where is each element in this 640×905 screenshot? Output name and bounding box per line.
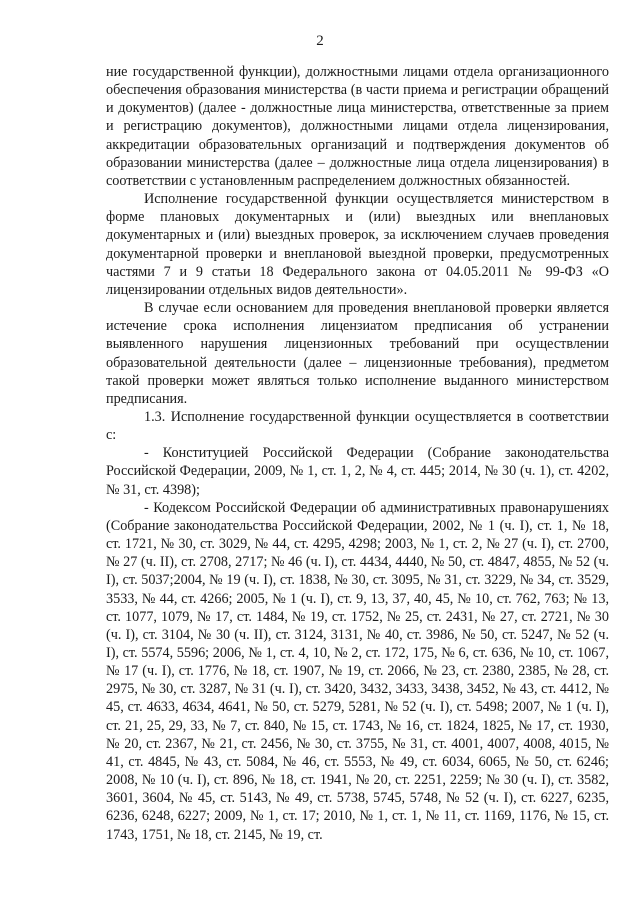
page-number: 2 bbox=[316, 33, 324, 49]
section-1-3-heading: 1.3. Исполнение государственной функции осуществляется в соответствии с: bbox=[106, 408, 609, 444]
list-item-constitution: - Конституцией Российской Федерации (Собрание законодательства Российской Федерации, 2009, № 1, ст. 1, 2, № 4, ст. 445; 2014, № 30 (ч. 1), ст. 4202, № 31, ст. 4398); bbox=[106, 445, 609, 498]
paragraph-inspection-form: Исполнение государственной функции осуществляется министерством в форме плановых документарных и (или) выездных или внеплановых документарных и (или) выездных проверок, за исключением случаев проведения документарной проверки и внеплановой выездной проверки, предусмотренных частями 7 и 9 статьи 18 Федерального закона от 04.05.2011 № 99-ФЗ «О лицензировании отдельных видов деятельности». bbox=[106, 191, 609, 298]
list-item-administrative-code: - Кодексом Российской Федерации об административных правонарушениях (Собрание законодательства Российской Федерации, 2002, № 1 (ч. I), ст. 1, № 18, ст. 1721, № 30, ст. 3029, № 44, ст. 4295, 4298; 2003, № 1, ст. 2, № 27 (ч. I), ст. 2700, № 27 (ч. II), ст. 2708, 2717; № 46 (ч. I), ст. 4434, 4440, № 50, ст. 4847, 4855, № 52 (ч. I), ст. 5037;2004, № 19 (ч. I), ст. 1838, № 30, ст. 3095, № 31, ст. 3229, № 34, ст. 3529, 3533, № 44, ст. 4266; 2005, № 1 (ч. I), ст. 9, 13, 37, 40, 45, № 10, ст. 762, 763; № 13, ст. 1077, 1079, № 17, ст. 1484, № 19, ст. 1752, № 25, ст. 2431, № 27, ст. 2721, № 30 (ч. I), ст. 3104, № 30 (ч. II), ст. 3124, 3131, № 40, ст. 3986, № 50, ст. 5247, № 52 (ч. I), ст. 5574, 5596; 2006, № 1, ст. 4, 10, № 2, ст. 172, 175, № 6, ст. 636, № 10, ст. 1067, № 17 (ч. I), ст. 1776, № 18, ст. 1907, № 19, ст. 2066, № 23, ст. 2380, 2385, № 28, ст. 2975, № 30, ст. 3287, № 31 (ч. I), ст. 3420, 3432, 3433, 3438, 3452, № 43, ст. 4412, № 45, ст. 4633, 4634, 4641, № 50, ст. 5279, 5281, № 52 (ч. I), ст. 5498; 2007, № 1 (ч. I), ст. 21, 25, 29, 33, № 7, ст. 840, № 15, ст. 1743, № 16, ст. 1824, 1825, № 17, ст. 1930, № 20, ст. 2367, № 21, ст. 2456, № 30, ст. 3755, № 31, ст. 4001, 4007, 4008, 4015, № 41, ст. 4845, № 43, ст. 5084, № 46, ст. 5553, № 49, ст. 6034, 6065, № 50, ст. 6246; 2008, № 10 (ч. I), ст. 896, № 18, ст. 1941, № 20, ст. 2251, 2259; № 30 (ч. I), ст. 3582, 3601, 3604, № 45, ст. 5143, № 49, ст. 5738, 5745, 5748, № 52 (ч. I), ст. 6227, 6235, 6236, 6248, 6227; 2009, № 1, ст. 17; 2010, № 1, ст. 1, № 11, ст. 1169, 1176, № 15, ст. 1743, 1751, № 18, ст. 2145, № 19, ст. bbox=[106, 499, 609, 843]
paragraph-continuation: ние государственной функции), должностными лицами отдела организационного обеспечения образования министерства (в части приема и регистрации обращений и документов) (далее - должностные лица министерства, ответственные за прием и регистрацию документов), должностными лицами отдела лицензирования, аккредитации образовательных организаций и подтверждения документов об образовании министерства (далее – должностные лица отдела лицензирования) в соответствии с установленным распределением должностных обязанностей. bbox=[106, 64, 609, 189]
document-body bbox=[106, 63, 609, 844]
paragraph-unscheduled-inspection: В случае если основанием для проведения внеплановой проверки является истечение срока исполнения лицензиатом предписания об устранении выявленного нарушения лицензионных требований при осуществлении образовательной деятельности (далее – лицензионные требования), предметом такой проверки может являться только исполнение выданного министерством предписания. bbox=[106, 300, 609, 407]
